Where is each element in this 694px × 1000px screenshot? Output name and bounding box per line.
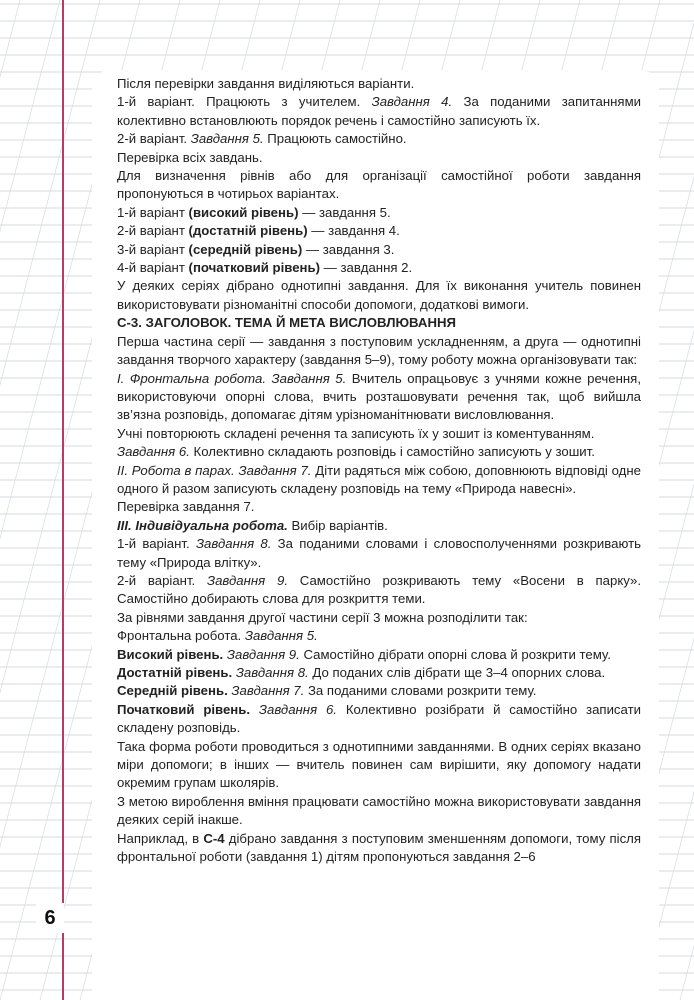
text-run: (початковий рівень): [188, 260, 320, 276]
text-run: Після перевірки завдання виділяються варіанти.: [117, 76, 415, 91]
text-run: Працюють самостійно.: [263, 131, 407, 147]
text-run: Початковий рівень.: [117, 701, 251, 717]
paragraph: [117, 646, 641, 664]
paragraph: [117, 682, 641, 700]
text-run: Завдання 8.: [235, 665, 309, 680]
slant-line: [0, 0, 60, 1000]
text-run: Діти радяться між собою, доповнюють відповіді одне одного й разом записують складену розповідь на тему «Природа навесні».: [117, 462, 641, 496]
paragraph: [117, 609, 641, 627]
text-run: Фронтальна робота.: [117, 628, 245, 644]
text-run: Завдання 5.: [190, 131, 264, 147]
text-run: Завдання 7.: [231, 683, 305, 699]
text-run: Перевірка завдання 7.: [117, 499, 255, 515]
text-run: Перша частина серії — завдання з поступовим ускладненням, а друга — однотипні завдання творчого характеру (завдання 5–9), тому роботу можна організовувати так:: [117, 333, 641, 368]
text-run: Колективно розібрати й самостійно записати складену розповідь.: [117, 701, 641, 736]
paragraph: [117, 204, 641, 222]
text-run: За поданими словами розкрити тему.: [304, 683, 537, 699]
text-run: — завдання 4.: [307, 223, 400, 239]
text-run: І. Фронтальна робота. Завдання 5.: [117, 370, 347, 386]
text-run: Завдання 4.: [371, 94, 453, 110]
text-run: За поданими словами і словосполученнями розкривають тему «Природа влітку».: [117, 536, 641, 570]
text-run: 2-й варіант: [117, 223, 189, 239]
paragraph: [117, 701, 641, 738]
paragraph: [117, 130, 641, 148]
text-run: Завдання 6.: [117, 444, 190, 460]
paragraph: [117, 830, 641, 867]
paragraph: [117, 222, 641, 240]
text-run: Перевірка всіх завдань.: [117, 149, 263, 165]
text-run: 2-й варіант.: [117, 131, 191, 147]
text-run: Така форма роботи проводиться з однотипними завданнями. В одних серіях вказано міри допомоги; в інших — вчитель повинен сам вирішити, яку допомогу надати окремим групам школярів.: [117, 738, 641, 791]
text-run: 1-й варіант. Працюють з учителем.: [117, 94, 372, 110]
paragraph: [117, 75, 641, 93]
text-run: — завдання 5.: [298, 204, 391, 220]
text-run: [250, 702, 259, 717]
paragraph: [117, 425, 641, 443]
paragraph: [117, 241, 641, 259]
paragraph: [117, 149, 641, 167]
text-run: 1-й варіант.: [117, 536, 196, 552]
paragraph: [117, 259, 641, 277]
paragraph: [117, 517, 641, 535]
text-run: С-3. ЗАГОЛОВОК. ТЕМА Й МЕТА ВИСЛОВЛЮВАННЯ: [117, 315, 456, 331]
text-run: Самостійно дібрати опорні слова й розкрити тему.: [299, 646, 611, 662]
text-run: 2-й варіант.: [117, 572, 207, 588]
text-run: Завдання 5.: [244, 628, 318, 644]
text-run: (високий рівень): [188, 204, 299, 220]
text-run: Завдання 6.: [258, 701, 337, 717]
paragraph: [117, 167, 641, 204]
paragraph: [117, 738, 641, 793]
text-run: За поданими запитаннями колективно встановлюють порядок речень і самостійно записують їх.: [117, 94, 642, 128]
paragraph: [117, 627, 641, 645]
text-run: Завдання 9.: [226, 646, 300, 662]
text-run: (достатній рівень): [188, 223, 308, 239]
text-run: 3-й варіант: [117, 241, 189, 257]
text-run: Достатній рівень.: [117, 665, 233, 680]
page-text: [117, 75, 641, 866]
text-run: Самостійно розкривають тему «Восени в парку». Самостійно добирають слова для розкриття теми.: [117, 572, 641, 607]
paragraph: [117, 462, 641, 499]
text-run: З метою вироблення вміння працювати самостійно можна використовувати завдання деяких серій інакше.: [117, 793, 641, 828]
text-run: Колективно складають розповідь і самостійно записують у зошит.: [189, 444, 595, 460]
text-run: Вчитель опрацьовує з учнями кожне речення, використовуючи опорні слова, вчить розташовувати речення так, щоб вийшла зв’язна розповідь, допомагає дітям урізноманітнювати висловлювання.: [117, 370, 641, 423]
text-run: С-4: [203, 830, 225, 846]
slant-line: [680, 0, 694, 1000]
text-run: — завдання 2.: [320, 260, 413, 276]
text-run: Середній рівень.: [117, 683, 228, 699]
section-heading: [117, 314, 641, 332]
text-run: До поданих слів дібрати ще 3–4 опорних слова.: [308, 665, 606, 680]
text-run: Завдання 9.: [207, 572, 288, 588]
paragraph: [117, 443, 641, 461]
paragraph: [117, 370, 641, 425]
paragraph: [117, 572, 641, 609]
text-run: 4-й варіант: [117, 260, 189, 276]
text-run: У деяких серіях дібрано однотипні завдання. Для їх виконання учитель повинен використовувати різноманітні способи допомоги, додаткові вимоги.: [117, 278, 641, 312]
text-run: Учні повторюють складені речення та записують їх у зошит із коментуванням.: [117, 425, 595, 441]
notebook-margin-line: [62, 0, 64, 1000]
text-run: Для визначення рівнів або для організації самостійної роботи завдання пропонуються в чотирьох варіантах.: [117, 168, 641, 202]
text-run: За рівнями завдання другої частини серії 3 можна розподілити так:: [117, 609, 528, 625]
paragraph: [117, 664, 641, 682]
text-run: — завдання 3.: [302, 241, 395, 257]
text-run: Наприклад, в: [117, 830, 204, 846]
text-run: ІІІ. Індивідуальна робота.: [117, 517, 288, 533]
text-run: Вибір варіантів.: [287, 517, 388, 533]
text-run: 1-й варіант: [117, 204, 189, 220]
paragraph: [117, 277, 641, 314]
text-run: Високий рівень.: [117, 646, 224, 662]
paragraph: [117, 498, 641, 516]
page-number: 6: [36, 903, 64, 933]
paragraph: [117, 535, 641, 572]
text-run: ІІ. Робота в парах. Завдання 7.: [117, 462, 312, 478]
paragraph: [117, 793, 641, 830]
text-run: (середній рівень): [188, 241, 303, 257]
paragraph: [117, 93, 641, 130]
paragraph: [117, 333, 641, 370]
text-run: дібрано завдання з поступовим зменшенням допомоги, тому після фронтальної роботи (завдання 1) дітям пропонуються завдання 2–6: [117, 830, 641, 865]
text-run: Завдання 8.: [195, 536, 272, 552]
